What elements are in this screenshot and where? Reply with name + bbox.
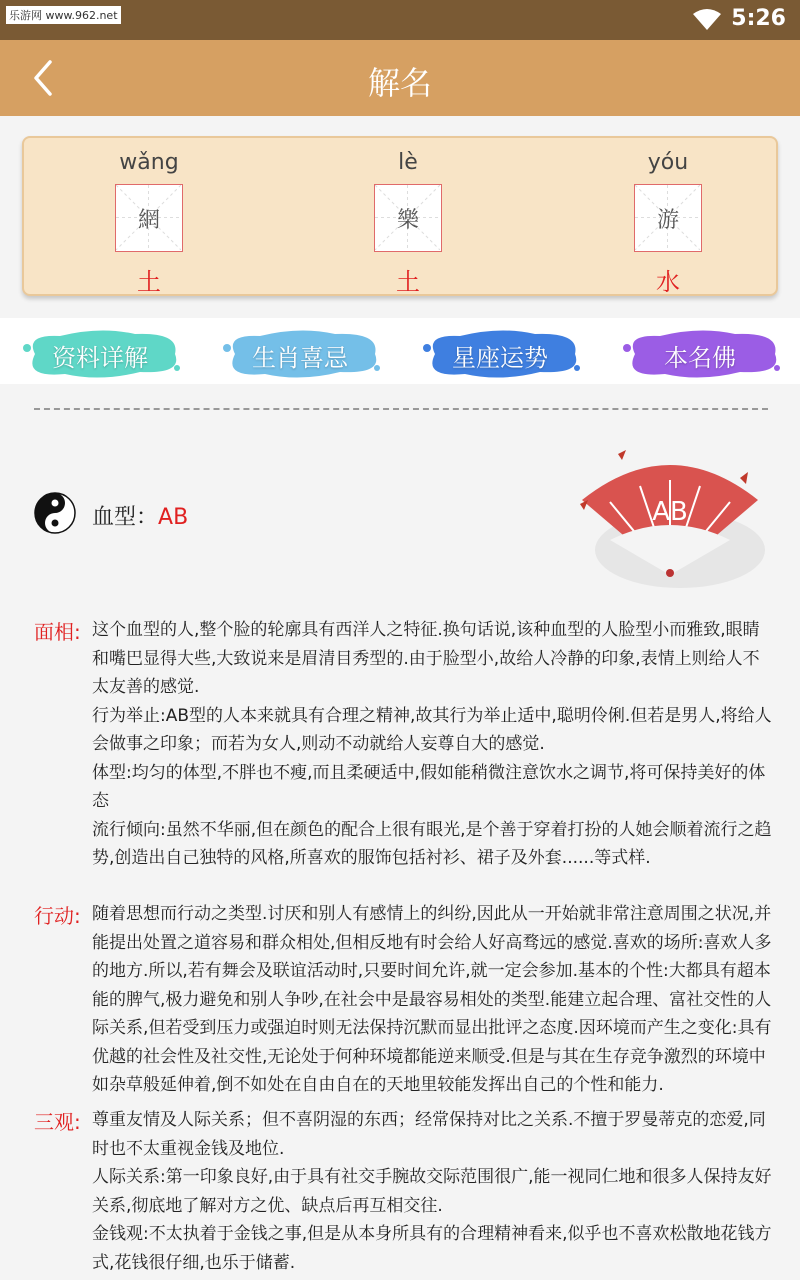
detail-content bbox=[0, 384, 800, 1280]
name-char-column bbox=[348, 148, 468, 297]
folding-fan-icon bbox=[570, 440, 770, 590]
yin-yang-icon bbox=[34, 492, 76, 534]
name-character: 網 bbox=[137, 208, 160, 233]
section-body bbox=[92, 616, 772, 873]
char-pinyin: wǎng bbox=[119, 150, 179, 175]
tab-label: 本名佛 bbox=[664, 344, 736, 372]
section-paragraph: 人际关系:第一印象良好,由于具有社交手腕故交际范围很广,能一视同仁地和很多人保持友好关系,彻底地了解对方之优、缺点后再互相交往. bbox=[92, 1167, 772, 1216]
page-title: 解名 bbox=[367, 64, 432, 102]
tab-profile-details[interactable] bbox=[15, 324, 185, 380]
name-characters-card bbox=[22, 136, 778, 296]
section-paragraph: 体型:均匀的体型,不胖也不瘦,而且柔硬适中,假如能稍微注意饮水之调节,将可保持美好的体态 bbox=[92, 762, 766, 811]
section-body bbox=[92, 900, 772, 1100]
name-char-column bbox=[608, 148, 728, 297]
name-char-column bbox=[89, 148, 209, 297]
char-grid-box bbox=[634, 184, 702, 252]
section-paragraph: 行为举止:AB型的人本来就具有合理之精神,故其行为举止适中,聪明伶俐.但若是男人,将给人会做事之印象；而若为女人,则动不动就给人妄尊自大的感觉. bbox=[92, 705, 772, 754]
name-character: 樂 bbox=[396, 208, 419, 233]
section-label: 三观: bbox=[34, 1110, 81, 1134]
tab-label: 星座运势 bbox=[452, 344, 548, 372]
dashed-divider bbox=[34, 408, 768, 410]
tab-constellation-fortune[interactable] bbox=[415, 324, 585, 380]
char-element: 土 bbox=[396, 268, 420, 296]
watermark-text: 乐游网 www.962.net bbox=[6, 6, 121, 24]
wifi-icon bbox=[692, 8, 722, 32]
tab-label: 生肖喜忌 bbox=[252, 344, 348, 372]
char-grid-box bbox=[374, 184, 442, 252]
blood-type-caption: 血型： bbox=[92, 505, 159, 530]
fan-label: AB bbox=[652, 497, 688, 527]
section-label: 面相: bbox=[34, 620, 81, 644]
char-pinyin: lè bbox=[398, 150, 418, 175]
name-character: 游 bbox=[656, 208, 679, 233]
app-header bbox=[0, 40, 800, 116]
section-paragraph: 这个血型的人,整个脸的轮廓具有西洋人之特征.换句话说,该种血型的人脸型小而雅致,眼睛和嘴巴显得大些,大致说来是眉清目秀型的.由于脸型小,故给人冷静的印象,表情上则给人不太友善的感觉. bbox=[92, 620, 760, 697]
section-paragraph: 流行倾向:虽然不华丽,但在颜色的配合上很有眼光,是个善于穿着打扮的人她会顺着流行之趋势,创造出自己独特的风格,所喜欢的服饰包括衬衫、裙子及外套......等式样. bbox=[92, 819, 772, 868]
char-grid-box bbox=[115, 184, 183, 252]
section-label: 行动: bbox=[34, 904, 81, 928]
char-element: 水 bbox=[656, 268, 680, 296]
section-paragraph: 随着思想而行动之类型.讨厌和别人有感情上的纠纷,因此从一开始就非常注意周围之状况,并能提出处置之道容易和群众相处,但相反地有时会给人好高骛远的感觉.喜欢的场所:喜欢人多的地方.所以,若有舞会及联谊活动时,只要时间允许,就一定会参加.基本的个性:大都具有超本能的脾气,极力避免和别人争吵,在社会中是最容易相处的类型.能建立起合理、富社交性的人际关系,但若受到压力或强迫时则无法保持沉默而显出批评之态度.因环境而产生之变化:具有优越的社会性及社交性,无论处于何种环境都能逆来顺受.但是与其在生存竞争激烈的环境中如杂草般延伸着,倒不如处在自由自在的天地里较能发挥出自己的个性和能力. bbox=[92, 904, 772, 1095]
section-paragraph: 金钱观:不太执着于金钱之事,但是从本身所具有的合理精神看来,似乎也不喜欢松散地花钱方式,花钱很仔细,也乐于储蓄. bbox=[92, 1224, 772, 1273]
char-pinyin: yóu bbox=[647, 150, 689, 175]
tab-label: 资料详解 bbox=[52, 344, 148, 372]
char-element: 土 bbox=[137, 268, 161, 296]
blood-type-value: AB bbox=[158, 505, 189, 530]
blood-type-label bbox=[92, 500, 188, 531]
status-bar bbox=[0, 0, 800, 40]
section-body bbox=[92, 1106, 772, 1277]
status-time: 5:26 bbox=[731, 6, 786, 31]
tab-patron-buddha[interactable] bbox=[615, 324, 785, 380]
category-tabs bbox=[0, 318, 800, 384]
section-paragraph: 尊重友情及人际关系；但不喜阴湿的东西；经常保持对比之关系.不擅于罗曼蒂克的恋爱,同时也不太重视金钱及地位. bbox=[92, 1110, 766, 1159]
tab-zodiac-favor[interactable] bbox=[215, 324, 385, 380]
